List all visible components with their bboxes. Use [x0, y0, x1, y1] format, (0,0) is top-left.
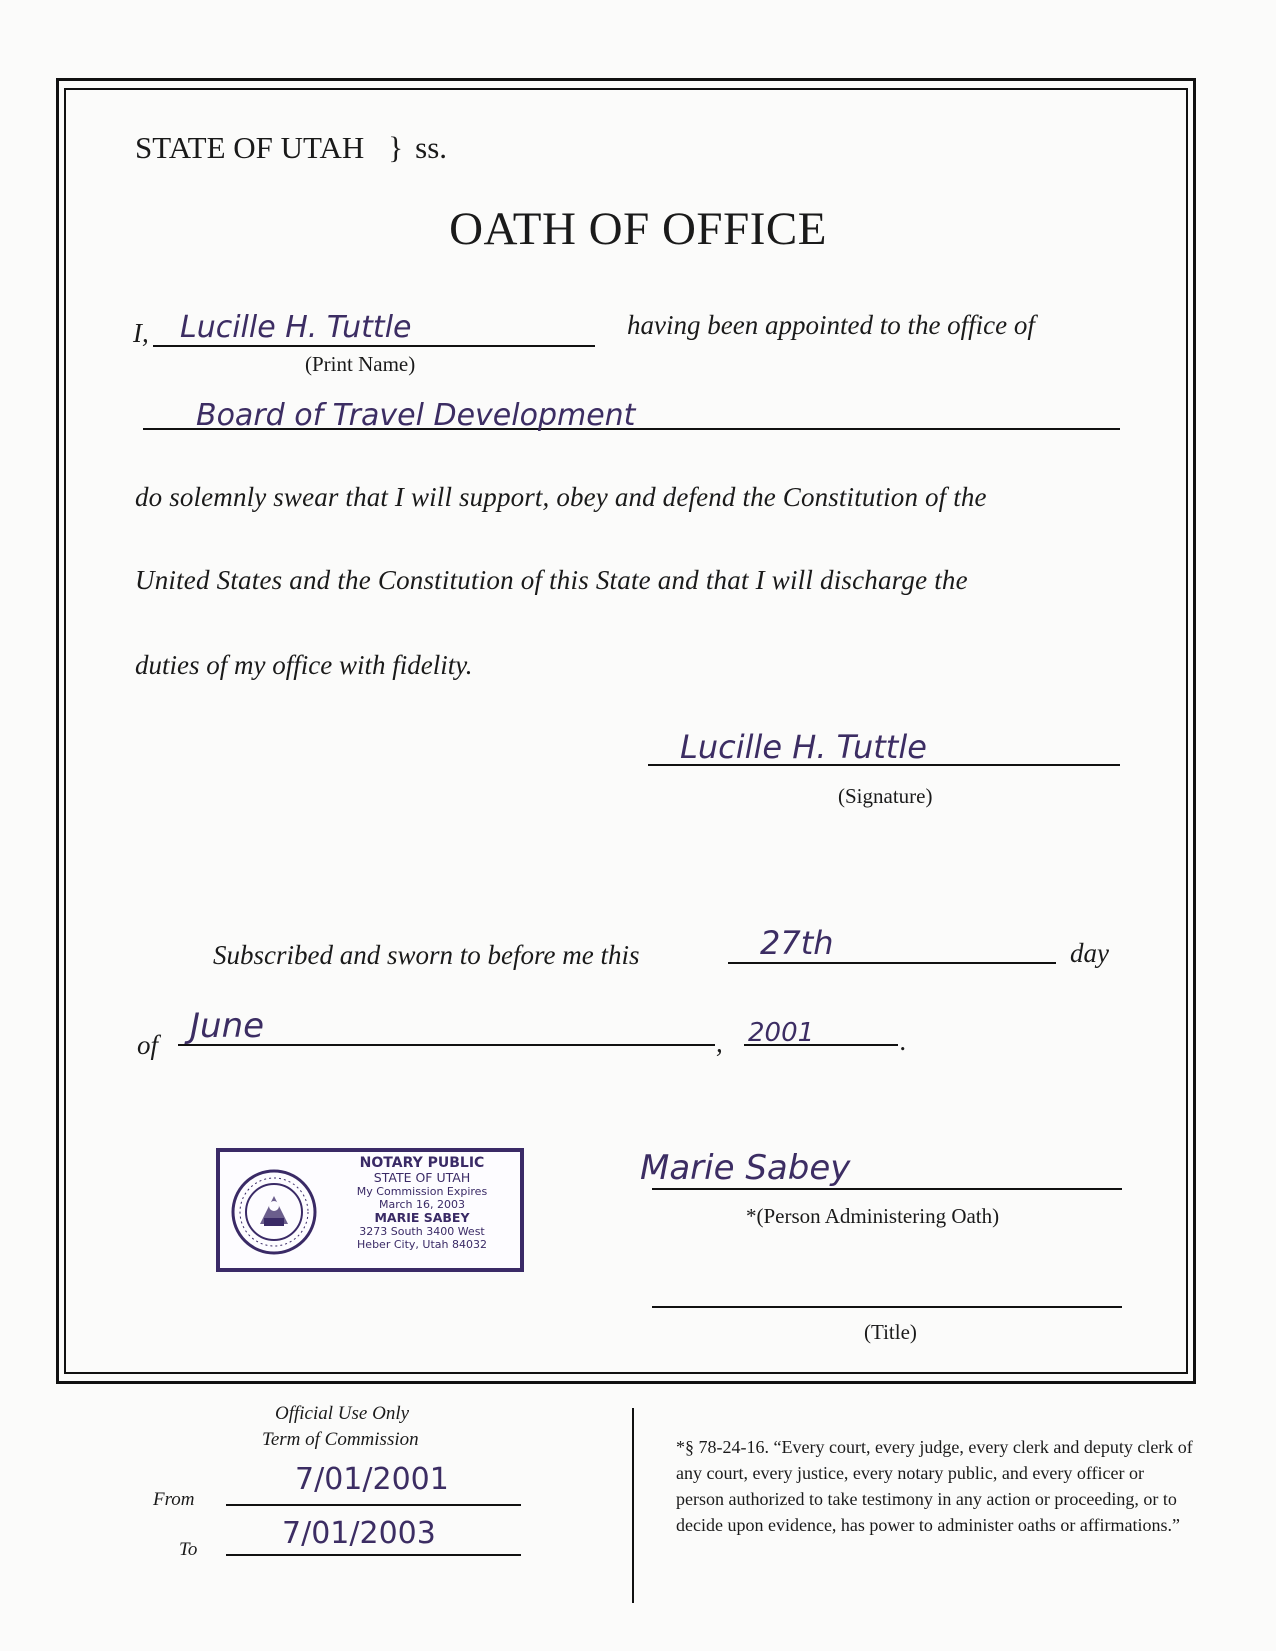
to-label: To — [179, 1539, 198, 1560]
stamp-line-7: Heber City, Utah 84032 — [357, 1238, 487, 1251]
administrator-signature: Marie Sabey — [640, 1148, 851, 1188]
title-line — [652, 1306, 1122, 1308]
stamp-text — [324, 1156, 520, 1251]
title-label: (Title) — [864, 1320, 917, 1344]
stamp-line-2: STATE OF UTAH — [373, 1170, 471, 1185]
administrator-line — [652, 1188, 1122, 1190]
section-divider — [632, 1408, 634, 1603]
official-use-heading: Official Use Only — [275, 1403, 410, 1424]
from-value: 7/01/2001 — [295, 1462, 449, 1497]
print-name-label: (Print Name) — [305, 352, 416, 376]
print-name-line — [153, 345, 595, 347]
month-value: June — [190, 1006, 265, 1046]
state-heading — [135, 130, 447, 166]
stamp-line-6: 3273 South 3400 West — [359, 1225, 485, 1238]
office-value: Board of Travel Development — [196, 398, 636, 433]
document-title: OATH OF OFFICE — [449, 203, 827, 255]
oath-line-1: do solemnly swear that I will support, obey and defend the Constitution of the — [135, 482, 987, 512]
day-label: day — [1070, 938, 1109, 968]
stamp-line-3: My Commission Expires — [356, 1185, 488, 1198]
oath-line-2: United States and the Constitution of this State and that I will discharge the — [135, 565, 968, 595]
from-line — [226, 1504, 521, 1506]
oath-signature: Lucille H. Tuttle — [680, 728, 927, 766]
stamp-line-5: MARIE SABEY — [374, 1210, 470, 1225]
ss-mark: ss. — [415, 130, 448, 165]
brace: } — [388, 130, 404, 165]
oath-lead: I, — [133, 318, 149, 348]
stamp-line-4: March 16, 2003 — [378, 1198, 465, 1211]
notary-stamp — [216, 1148, 524, 1272]
to-line — [226, 1554, 521, 1556]
period-mark: . — [900, 1026, 907, 1056]
sworn-text: Subscribed and sworn to before me this — [213, 940, 640, 970]
day-value: 27th — [760, 924, 834, 962]
year-value: 2001 — [748, 1018, 815, 1048]
to-value: 7/01/2003 — [282, 1516, 436, 1551]
statute-footnote: *§ 78-24-16. “Every court, every judge, every clerk and deputy clerk of any court, every justice, every notary public, and every officer or person authorized to take testimony in any action or proceeding, or to decide upon evidence, has power to administer oaths or affirmations.” — [676, 1437, 1193, 1535]
of-label: of — [137, 1030, 159, 1060]
administrator-label: *(Person Administering Oath) — [746, 1204, 1000, 1228]
state-name: STATE OF UTAH — [135, 130, 365, 165]
stamp-line-1: NOTARY PUBLIC — [359, 1155, 485, 1171]
signature-label: (Signature) — [838, 784, 933, 808]
print-name-value: Lucille H. Tuttle — [180, 310, 412, 345]
from-label: From — [153, 1489, 195, 1510]
state-seal-icon — [230, 1168, 318, 1256]
oath-line-3: duties of my office with fidelity. — [135, 650, 473, 680]
term-heading: Term of Commission — [262, 1429, 419, 1450]
comma-mark: , — [716, 1028, 723, 1058]
appointed-text: having been appointed to the office of — [627, 310, 1035, 340]
day-line — [728, 962, 1056, 964]
